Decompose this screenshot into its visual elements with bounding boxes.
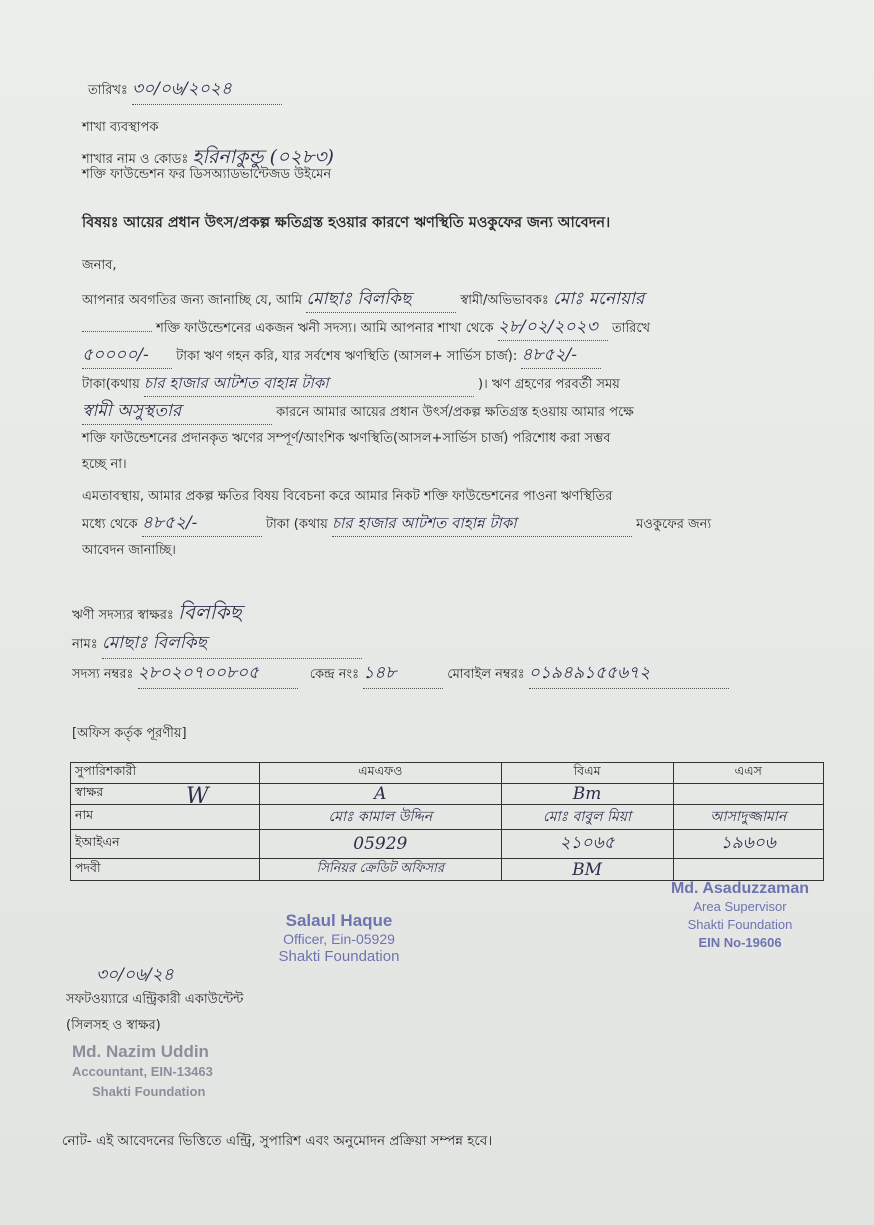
table-cell: সিনিয়র ক্রেডিট অফিসার: [260, 859, 502, 881]
area-stamp-role: Area Supervisor: [693, 899, 787, 914]
table-cell: আসাদুজ্জামান: [673, 805, 823, 830]
accountant-date: ৩০/০৬/২৪: [96, 965, 174, 985]
date-value: ৩০/০৬/২০২৪: [132, 76, 282, 105]
p2-text-c: টাকা (কথায়: [265, 517, 328, 532]
officer-stamp-org: Shakti Foundation: [278, 948, 400, 965]
member-signature-label: ঋণী সদস্যর স্বাক্ষরঃ: [72, 608, 174, 623]
p2-text-e: আবেদন জানাচ্ছি।: [82, 543, 176, 558]
member-number-value: ২৮০২০৭০০৮০৫: [138, 660, 298, 689]
member-details-line: [72, 660, 729, 689]
center-number-label: কেন্দ্র নংঃ: [309, 667, 360, 682]
table-cell: ২১০৬৫: [501, 830, 673, 859]
officer-stamp: [254, 912, 424, 966]
table-header-cell: এমএফও: [260, 763, 502, 784]
p1-reason: স্বামী অসুস্থতার: [82, 398, 272, 425]
table-header-cell: এএস: [673, 763, 823, 784]
table-row-label: নাম: [71, 805, 260, 830]
salutation: জনাব,: [82, 258, 117, 273]
date-label: তারিখঃ: [88, 83, 128, 98]
member-name-value: মোছাঃ বিলকিছ: [102, 630, 362, 659]
table-row: [71, 859, 824, 881]
accountant-role: সফটওয়্যারে এন্ট্রিকারী একাউন্টেন্ট: [66, 992, 244, 1007]
table-cell: [673, 784, 823, 805]
body-paragraph-1: [82, 286, 822, 478]
table-cell: A: [260, 784, 502, 805]
officer-stamp-role: Officer, Ein-05929: [283, 931, 395, 947]
table-row-label: ইআইএন: [71, 830, 260, 859]
table-header-cell: সুপারিশকারী: [71, 763, 260, 784]
member-name-line: [72, 630, 362, 659]
p1-text-f: টাকা(কথায়: [82, 377, 140, 392]
table-cell: Bm: [501, 784, 673, 805]
p1-text-g: )। ঋণ গ্রহণের পরবর্তী সময়: [478, 377, 620, 392]
body-paragraph-2: [82, 484, 822, 564]
branch-value: হরিনাকুন্ডু (০২৮৩): [192, 146, 334, 168]
accountant-note: (সিলসহ ও স্বাক্ষর): [66, 1018, 161, 1033]
p1-text-a: আপনার অবগতির জন্য জানাচ্ছি যে, আমি: [82, 293, 303, 308]
p1-guardian-name: মোঃ মনোয়ার: [552, 289, 645, 309]
recommender-signature: W: [186, 784, 209, 809]
p1-member-name: মোছাঃ বিলকিছ: [306, 286, 456, 313]
p2-text-d: মওকুফের জন্য: [636, 517, 712, 532]
area-stamp-org: Shakti Foundation: [687, 917, 793, 932]
subject-line: বিষয়ঃ আয়ের প্রধান উৎস/প্রকল্প ক্ষতিগ্রস্ত হওয়ার কারণে ঋণস্থিতি মওকুফের জন্য আবেদন।: [82, 215, 611, 231]
p1-loan-date: ২৮/০২/২০২৩: [498, 314, 608, 341]
officer-stamp-name: Salaul Haque: [285, 911, 393, 930]
table-cell: ১৯৬০৬: [673, 830, 823, 859]
recipient-title: শাখা ব্যবস্থাপক: [82, 120, 159, 135]
office-use-note: [অফিস কর্তৃক পূরণীয়]: [72, 726, 187, 741]
member-signature-line: [72, 598, 242, 631]
organization-name: শক্তি ফাউন্ডেশন ফর ডিসঅ্যাডভান্টেজড উইমেন: [82, 167, 332, 182]
table-cell: BM: [501, 859, 673, 881]
date-line: [88, 76, 282, 105]
p2-text-a: এমতাবস্থায়, আমার প্রকল্প ক্ষতির বিষয় বিবেচনা করে আমার নিকট শক্তি ফাউন্ডেশনের পাওনা ঋণস্থিতির: [82, 489, 613, 504]
p1-amount-words: চার হাজার আটশত বাহান্ন টাকা: [144, 370, 474, 397]
accountant-stamp-name: Md. Nazim Uddin: [72, 1042, 209, 1061]
p2-amount-words: চার হাজার আটশত বাহান্ন টাকা: [332, 510, 632, 537]
p2-text-b: মধ্যে থেকে: [82, 517, 138, 532]
p1-text-d: তারিখে: [611, 321, 651, 336]
p1-text-b: স্বামী/অভিভাবকঃ: [460, 293, 549, 308]
footer-note: নোট- এই আবেদনের ভিত্তিতে এন্ট্রি, সুপারিশ এবং অনুমোদন প্রক্রিয়া সম্পন্ন হবে।: [62, 1133, 493, 1149]
p1-balance: ৪৮৫২/-: [521, 342, 601, 369]
area-supervisor-stamp: [650, 880, 830, 952]
p1-text-c: শক্তি ফাউন্ডেশনের একজন ঋনী সদস্য। আমি আপনার শাখা থেকে: [156, 321, 494, 336]
table-row: [71, 830, 824, 859]
mobile-number-value: ০১৯৪৯১৫৫৬৭২: [529, 660, 729, 689]
accountant-stamp-role: Accountant, EIN-13463: [72, 1064, 213, 1079]
branch-label: শাখার নাম ও কোডঃ: [82, 152, 189, 167]
table-cell: [673, 859, 823, 881]
table-header-row: [71, 763, 824, 784]
table-cell: মোঃ বাবুল মিয়া: [501, 805, 673, 830]
area-stamp-ein: EIN No-19606: [698, 935, 782, 950]
table-cell: 05929: [260, 830, 502, 859]
table-row-label: স্বাক্ষর: [71, 784, 260, 805]
member-signature-value: বিলকিছ: [177, 600, 242, 624]
table-header-cell: বিএম: [501, 763, 673, 784]
p1-text-e: টাকা ঋণ গহন করি, যার সর্বশেষ ঋণস্থিতি (আসল+ সার্ভিস চার্জ):: [176, 349, 518, 364]
table-row: [71, 805, 824, 830]
table-row-label: পদবী: [71, 859, 260, 881]
p1-text-i: শক্তি ফাউন্ডেশনের প্রদানকৃত ঋণের সম্পূর্ণ/আংশিক ঋণস্থিতি(আসল+সার্ভিস চার্জ) পরিশোধ করা সম্ভব: [82, 431, 611, 446]
p1-text-j: হচ্ছে না।: [82, 457, 127, 472]
mobile-number-label: মোবাইল নম্বরঃ: [447, 667, 525, 682]
table-row: [71, 784, 824, 805]
member-number-label: সদস্য নম্বরঃ: [72, 667, 134, 682]
center-number-value: ১৪৮: [363, 660, 443, 689]
p1-text-h: কারনে আমার আয়ের প্রধান উৎর্স/প্রকল্প ক্ষতিগ্রস্ত হওয়ায় আমার পক্ষে: [276, 405, 634, 420]
member-name-label: নামঃ: [72, 637, 98, 652]
accountant-stamp-org: Shakti Foundation: [92, 1084, 206, 1099]
p1-dots: [82, 331, 152, 332]
table-cell: মোঃ কামাল উদ্দিন: [260, 805, 502, 830]
area-stamp-name: Md. Asaduzzaman: [670, 880, 810, 897]
recommendation-table: [70, 762, 824, 881]
p2-amount: ৪৮৫২/-: [142, 510, 262, 537]
accountant-stamp: [72, 1042, 213, 1102]
p1-loan-amount: ৫০০০০/-: [82, 342, 172, 369]
